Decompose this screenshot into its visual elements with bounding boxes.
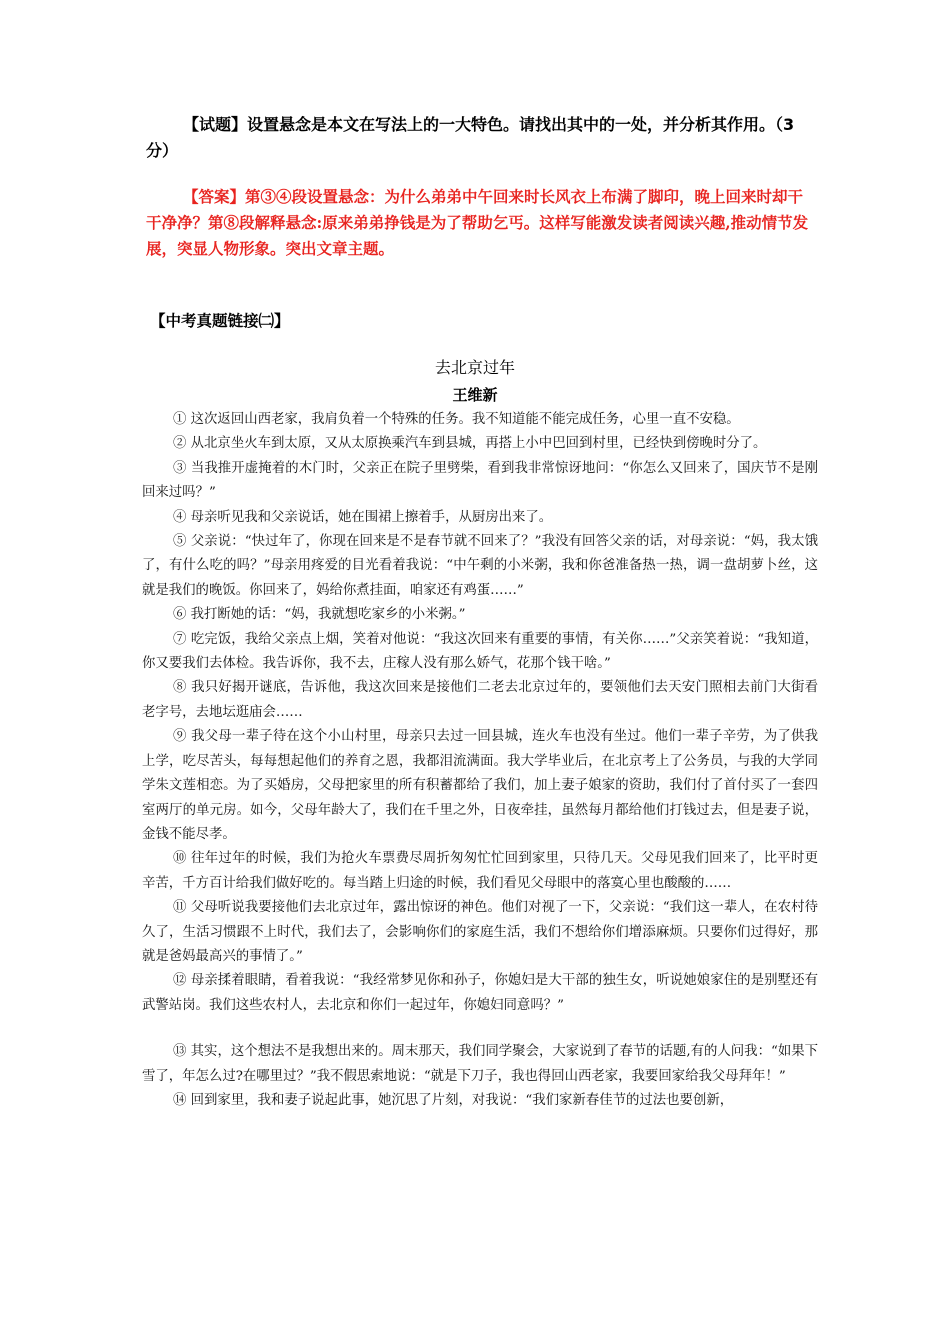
paragraph-5: ⑤ 父亲说：“快过年了，你现在回来是不是春节就不回来了？”我没有回答父亲的话，对母亲说：“妈，我太饿了，有什么吃的吗？”母亲用疼爱的目光看着我说：“中午剩的小米粥，我和你爸准备热一热，调一盘胡萝卜丝，这就是我们的晚饭。你回来了，妈给你煮挂面，咱家还有鸡蛋……” (142, 534, 818, 598)
paragraph-8: ⑧ 我只好揭开谜底，告诉他，我这次回来是接他们二老去北京过年的，要领他们去天安门照相去前门大街看老字号，去地坛逛庙会…… (142, 680, 818, 720)
story-body (142, 408, 818, 1113)
question-text: 设置悬念是本文在写法上的一大特色。请找出其中的一处，并分析其作用。（3 分） (146, 115, 795, 160)
paragraph-7: ⑦ 吃完饭，我给父亲点上烟，笑着对他说：“我这次回来有重要的事情，有关你……”父亲笑着说：“我知道，你又要我们去体检。我告诉你，我不去，庄稼人没有那么娇气，花那个钱干啥。” (142, 631, 818, 672)
paragraph-12: ⑫ 母亲揉着眼睛，看着我说：“我经常梦见你和孙子，你媳妇是大干部的独生女，听说她娘家住的是别墅还有武警站岗。我们这些农村人，去北京和你们一起过年，你媳妇同意吗？” (142, 973, 818, 1013)
paragraph-2: ② 从北京坐火车到太原，又从太原换乘汽车到县城，再搭上小中巴回到村里，已经快到傍晚时分了。 (173, 436, 767, 452)
section-title: 【中考真题链接㈡】 (150, 312, 290, 330)
paragraph-9: ⑨ 我父母一辈子待在这个小山村里，母亲只去过一回县城，连火车也没有坐过。他们一辈子辛劳，为了供我上学，吃尽苦头，每每想起他们的养育之恩，我都泪流满面。我大学毕业后，在北京考上了公务员，与我的大学同学朱文莲相恋。为了买婚房，父母把家里的所有积蓄都给了我们，加上妻子娘家的资助，我们付了首付买了一套四室两厅的单元房。如今，父母年龄大了，我们在千里之外，日夜牵挂，虽然每月都给他们打钱过去，但是妻子说，金钱不能尽孝。 (142, 729, 818, 842)
paragraph-4: ④ 母亲听见我和父亲说话，她在围裙上擦着手，从厨房出来了。 (173, 509, 553, 525)
paragraph-6: ⑥ 我打断她的话：“妈，我就想吃家乡的小米粥。” (173, 607, 466, 623)
paragraph-gap (142, 1018, 818, 1040)
paragraph-3: ③ 当我推开虚掩着的木门时，父亲正在院子里劈柴，看到我非常惊讶地问：“你怎么又回来了，国庆节不是刚回来过吗？” (142, 460, 818, 501)
question-block (146, 112, 818, 164)
story-author: 王维新 (452, 386, 498, 404)
paragraph-10: ⑩ 往年过年的时候，我们为抢火车票费尽周折匆匆忙忙回到家里，只待几天。父母见我们回来了，比平时更辛苦，千方百计给我们做好吃的。每当踏上归途的时候，我们看见父母眼中的落寞心里也酸酸的…… (142, 851, 818, 891)
answer-label: 【答案】 (183, 187, 246, 206)
story-title: 去北京过年 (434, 358, 515, 377)
paragraph-1: ① 这次返回山西老家，我肩负着一个特殊的任务。我不知道能不能完成任务，心里一直不安稳。 (173, 412, 740, 427)
paragraph-14: ⑭ 回到家里，我和妻子说起此事，她沉思了片刻，对我说：“我们家新春佳节的过法也要创新， (173, 1092, 734, 1108)
paragraph-11: ⑪ 父母听说我要接他们去北京过年，露出惊讶的神色。他们对视了一下，父亲说：“我们这一辈人，在农村待久了，生活习惯跟不上时代，我们去了，会影响你们的家庭生活，我们不想给你们增添麻烦。只要你们过得好，那就是爸妈最高兴的事情了。” (142, 900, 818, 964)
answer-block (146, 184, 818, 262)
answer-text: 第③④段设置悬念：为什么弟弟中午回来时长风衣上布满了脚印，晚上回来时却干干净净？第⑧段解释悬念:原来弟弟挣钱是为了帮助乞丐。这样写能激发读者阅读兴趣,推动情节发展，突显人物形象。突出文章主题。 (146, 187, 809, 258)
paragraph-13: ⑬ 其实，这个想法不是我想出来的。周末那天，我们同学聚会，大家说到了春节的话题,有的人问我：“如果下雪了，年怎么过?在哪里过？”我不假思索地说：“就是下刀子，我也得回山西老家，我要回家给我父母拜年！” (142, 1044, 818, 1084)
question-label: 【试题】 (183, 115, 248, 134)
